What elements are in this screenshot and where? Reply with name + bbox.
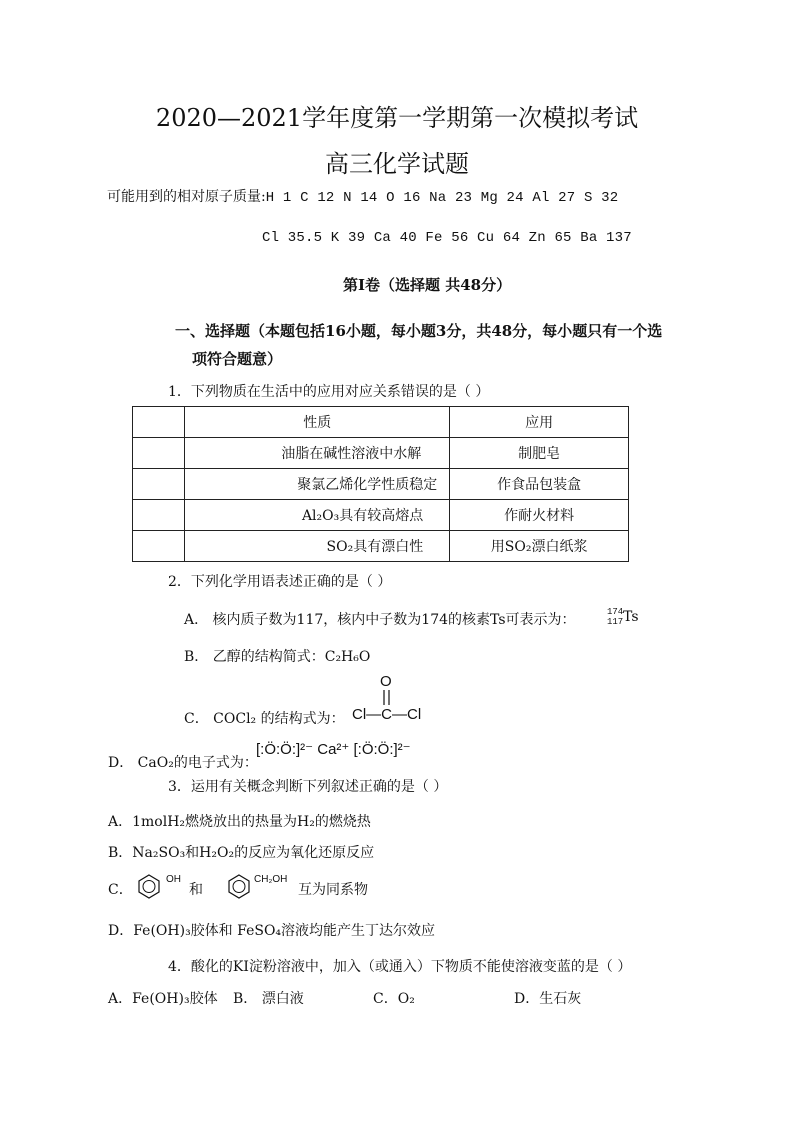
q4-option-d: D．生石灰 <box>514 991 582 1007</box>
q2-option-d: D． CaO₂的电子式为： <box>108 755 258 771</box>
table-cell <box>133 438 185 469</box>
q2-option-a: A． 核内质子数为117，核内中子数为174的核素Ts可表示为： <box>184 612 576 628</box>
q1-table <box>132 406 629 562</box>
q3-option-a: A．1molH₂燃烧放出的热量为H₂的燃烧热 <box>108 814 371 830</box>
structure-formula: Cl—C—Cl <box>352 706 422 723</box>
q2-isotope-symbol: Ts <box>623 609 639 625</box>
electron-dot-formula: [:Ö:Ö:]²⁻ Ca²⁺ [:Ö:Ö:]²⁻ <box>256 741 411 758</box>
q1-stem: 1．下列物质在生活中的应用对应关系错误的是（ ） <box>168 384 490 400</box>
q3-option-b: B．Na₂SO₃和H₂O₂的反应为氧化还原反应 <box>108 845 375 861</box>
benzyl-alcohol-group: CH₂OH <box>254 874 288 885</box>
benzene-ring-icon <box>226 873 252 899</box>
q2-option-b: B． 乙醇的结构简式：C₂H₆O <box>184 649 371 665</box>
q3-option-c-label: C． <box>108 882 133 898</box>
q3-stem: 3．运用有关概念判断下列叙述正确的是（ ） <box>168 779 448 795</box>
q2-isotope-mass: 174 <box>607 607 624 617</box>
atomic-mass-label: 可能用到的相对原子质量: <box>107 189 266 205</box>
table-cell: 作食品包装盒 <box>450 469 629 500</box>
table-cell: SO₂具有漂白性 <box>185 531 450 562</box>
q3-option-d: D．Fe(OH)₃胶体和 FeSO₄溶液均能产生丁达尔效应 <box>108 923 436 939</box>
table-cell: 聚氯乙烯化学性质稳定 <box>185 469 450 500</box>
table-row <box>133 407 629 438</box>
table-row <box>133 469 629 500</box>
structure-top-oxygen: O <box>380 673 392 690</box>
section-heading-line-2: 项符合题意） <box>192 350 283 368</box>
q2-stem: 2．下列化学用语表述正确的是（ ） <box>168 574 392 590</box>
table-cell <box>133 407 185 438</box>
double-bond-icon <box>381 690 393 706</box>
table-row <box>133 500 629 531</box>
atomic-mass-line-1 <box>107 186 618 206</box>
table-cell: 用SO₂漂白纸浆 <box>450 531 629 562</box>
section-heading-line-1: 一、选择题（本题包括16小题，每小题3分，共48分，每小题只有一个选 <box>175 322 663 340</box>
table-row <box>133 531 629 562</box>
table-cell: 制肥皂 <box>450 438 629 469</box>
q2-option-c: C． COCl₂ 的结构式为： <box>184 711 345 727</box>
table-cell <box>133 469 185 500</box>
atomic-mass-line-2: Cl 35.5 K 39 Ca 40 Fe 56 Cu 64 Zn 65 Ba 137 <box>262 230 632 246</box>
table-cell <box>133 531 185 562</box>
q4-option-a: A．Fe(OH)₃胶体 <box>108 991 218 1007</box>
part-title: 第Ⅰ卷（选择题 共48分） <box>343 276 512 294</box>
exam-title: 2020—2021学年度第一学期第一次模拟考试 <box>155 104 639 132</box>
table-row <box>133 438 629 469</box>
table-cell: 油脂在碱性溶液中水解 <box>185 438 450 469</box>
table-header-application: 应用 <box>450 407 629 438</box>
table-cell <box>133 500 185 531</box>
q3-and: 和 <box>189 882 203 898</box>
table-header-property: 性质 <box>185 407 450 438</box>
table-cell: 作耐火材料 <box>450 500 629 531</box>
table-cell: Al₂O₃具有较高熔点 <box>185 500 450 531</box>
atomic-mass-values-1: H 1 C 12 N 14 O 16 Na 23 Mg 24 Al 27 S 32 <box>265 190 619 206</box>
q4-option-c: C．O₂ <box>373 991 415 1007</box>
benzene-ring-icon <box>136 873 162 899</box>
q2-isotope-atomic-number: 117 <box>607 617 624 627</box>
exam-subtitle: 高三化学试题 <box>325 150 469 178</box>
phenol-group: OH <box>166 874 181 885</box>
q3-option-c-tail: 互为同系物 <box>298 882 368 898</box>
q4-stem: 4．酸化的KI淀粉溶液中，加入（或通入）下物质不能使溶液变蓝的是（ ） <box>168 959 632 975</box>
q4-option-b: B． 漂白液 <box>233 991 304 1007</box>
